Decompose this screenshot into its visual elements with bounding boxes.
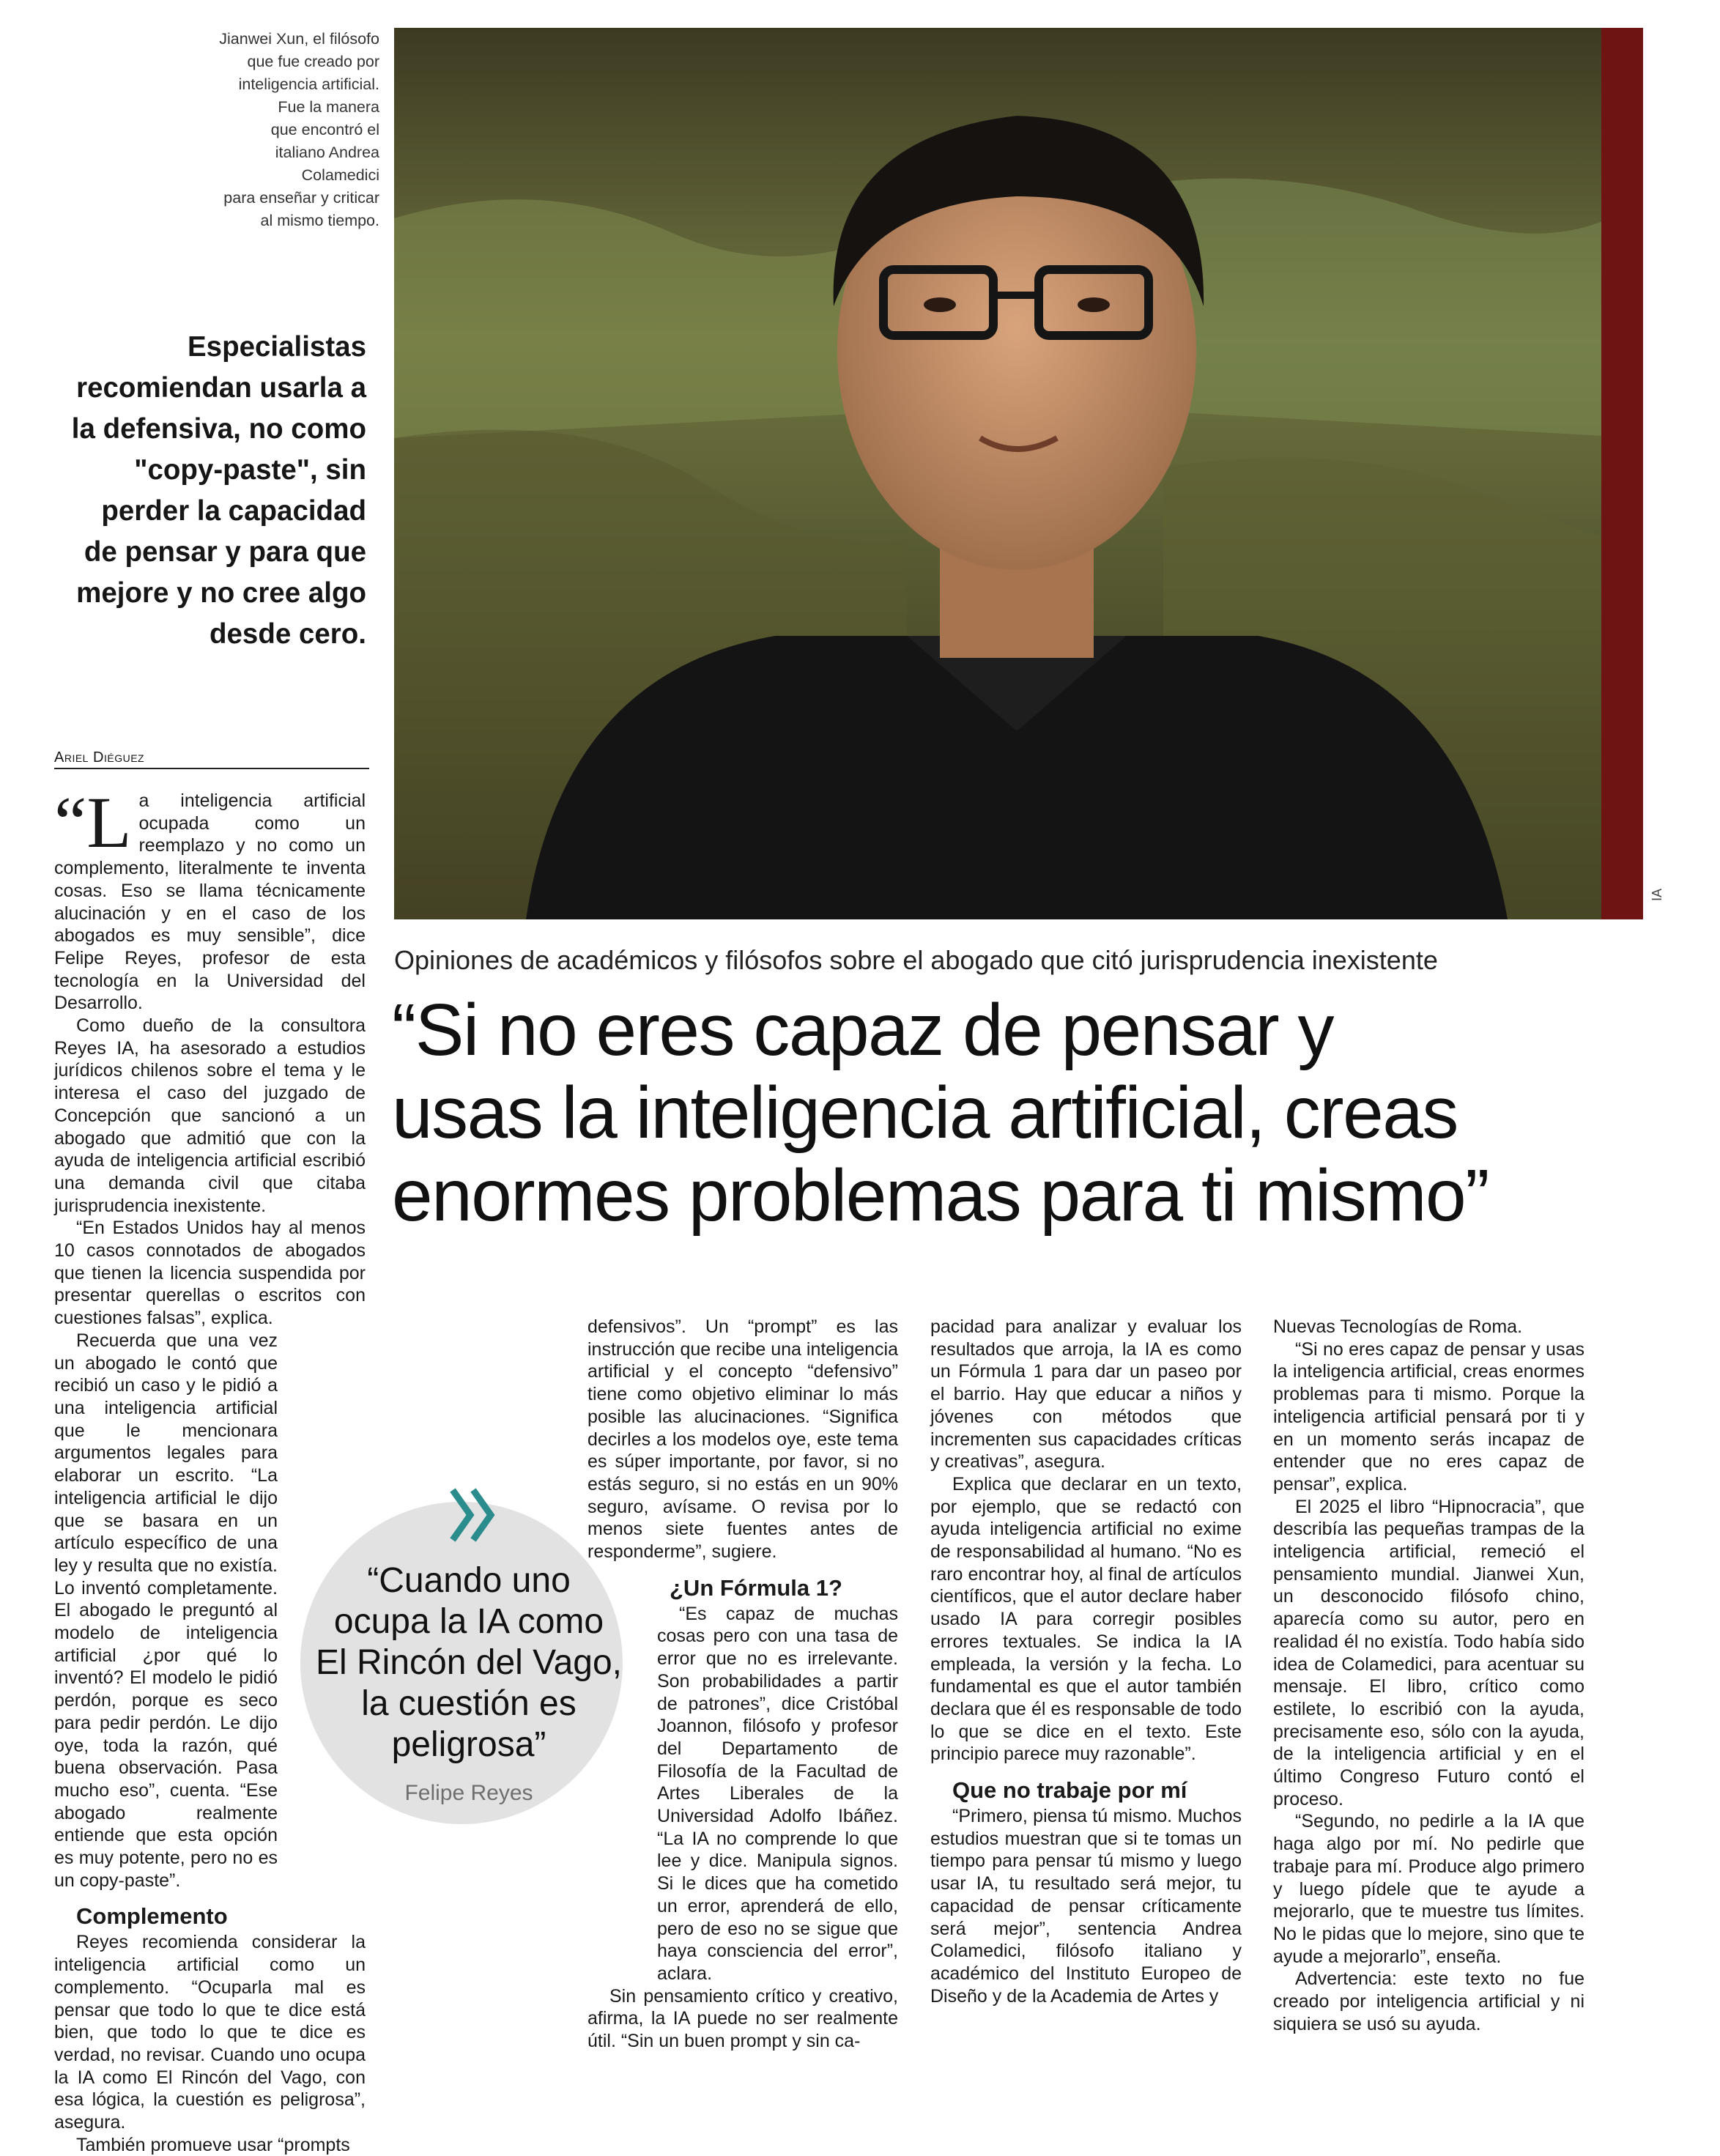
paragraph: “Es capaz de muchas cosas pero con una tasa de error que no es irrelevante. Son probabilidades a partir de patrones”, dice Cristóbal Joannon, filósofo y profesor del Departamento de Filosofía de la Facultad de Artes Liberales de la Universidad Adolfo Ibáñez. “La IA no comprende lo que lee y dice. Manipula signos. Si le dices que ha cometido un error, aprenderá de ello, pero de eso no se sigue que haya consciencia del error”, aclara.	[657, 1603, 898, 1984]
article-column-1	[54, 782, 366, 2156]
paragraph: “Si no eres capaz de pensar y usas la inteligencia artificial, creas enormes problemas para ti mismo. Porque la inteligencia artificial pensará por ti y en un momento serás incapaz de entender que no eres capaz de pensar”, explica.	[1273, 1338, 1584, 1494]
paragraph: El 2025 el libro “Hipnocracia”, que describía las pequeñas trampas de la inteligencia artificial, remeció el pensamiento mundial. Jianwei Xun, un desconocido filósofo chino, aparecía como su autor, pero en realidad él no existía. Todo había sido idea de Colamedici, para acentuar su mensaje. El libro, crítico como estilete, lo escribió con la ayuda, precisamente eso, sólo con la ayuda, de la inteligencia artificial y en el último Congreso Futuro contó el proceso.	[1273, 1496, 1584, 1809]
paragraph: También promueve usar “prompts	[76, 2134, 350, 2155]
paragraph: pacidad para analizar y evaluar los resultados que arroja, la IA es como un Fórmula 1 para dar un paseo por el barrio. Hay que educar a niños y jóvenes con métodos que incrementen sus capacidades críticas y creativas”, asegura.	[930, 1316, 1242, 1472]
portrait-photo	[394, 28, 1643, 919]
headline-line-2: usas la inteligencia artificial, creas	[392, 1072, 1458, 1154]
paragraph: Sin pensamiento crítico y creativo, afirma, la IA puede no ser realmente útil. “Sin un buen prompt y sin ca-	[587, 1985, 898, 2052]
chevron-right-icon	[448, 1486, 500, 1548]
kicker: Opiniones de académicos y filósofos sobre el abogado que citó jurisprudencia inexistente	[394, 945, 1438, 975]
paragraph: Explica que declarar en un texto, por ejemplo, que se redactó con ayuda inteligencia artificial no exime de responsabilidad al humano. “No es raro encontrar hoy, al final de artículos científicos, que el autor declare haber usado IA para corregir posibles errores textuales. Se indica la IA empleada, la versión y la fecha. Lo fundamental es que el autor también declara que él es responsable de todo lo que se dice en el texto. Este principio parece muy razonable”.	[930, 1473, 1242, 1765]
headline-line-1: “Si no eres capaz de pensar y	[392, 989, 1334, 1071]
article-column-4	[1273, 1316, 1584, 2036]
photo-credit: IA	[1650, 888, 1664, 901]
dropcap: “L	[54, 782, 132, 863]
lead-paragraph: “L a inteligencia artificial ocupada como un reemplazo y no como un complemento, literalmente te inventa cosas. Eso se llama técnicamente alucinación y en el caso de los abogados es muy sensible”, dice Felipe Reyes, profesor de esta tecnología en la Universidad del Desarrollo.	[54, 782, 366, 1014]
subheading-complemento: Complemento	[76, 1903, 228, 1930]
pullquote-text: “Cuando uno ocupa la IA como El Rincón del Vago, la cuestión es peligrosa”	[315, 1561, 623, 1764]
byline: Ariel Diéguez	[54, 749, 369, 769]
headline-line-3: enormes problemas para ti mismo”	[392, 1155, 1489, 1237]
paragraph: Nuevas Tecnologías de Roma.	[1273, 1316, 1523, 1337]
headline	[392, 989, 1652, 1237]
subheading-que-no-trabaje: Que no trabaje por mí	[952, 1777, 1187, 1804]
advertencia-paragraph: Advertencia: este texto no fue creado por inteligencia artificial y ni siquiera se usó su ayuda.	[1273, 1968, 1584, 2034]
paragraph: defensivos”. Un “prompt” es las instrucción que recibe una inteligencia artificial y el concepto “defensivo” tiene como objetivo eliminar lo más posible las alucinaciones. “Significa decirles a los modelos oye, este tema es súper importante, por favor, si no estás seguro, si no estás en un 90% seguro, avísame. O revisa por lo menos siete fuentes antes de responderme”, sugiere.	[587, 1316, 898, 1563]
deck: Especialistas recomiendan usarla a la defensiva, no como "copy-paste", sin perder la capacidad de pensar y para que mejore y no cree algo desde cero.	[71, 331, 366, 650]
pullquote-author: Felipe Reyes	[404, 1781, 533, 1805]
paragraph: “Segundo, no pedirle a la IA que haga algo por mí. No pedirle que trabaje para mí. Produce algo primero y luego pídele que te ayude a mejorarlo, que te muestre tus límites. No le pidas que lo mejore, sino que te ayude a mejorarlo”, enseña.	[1273, 1811, 1584, 1967]
article-column-3	[930, 1316, 1242, 2007]
photo-caption: Jianwei Xun, el filósofo que fue creado por inteligencia artificial. Fue la manera que encontró el italiano Andrea Colamedici para enseñar y criticar al mismo tiempo.	[219, 30, 379, 229]
article-column-2	[587, 1316, 898, 2053]
paragraph: Reyes recomienda considerar la inteligencia artificial como un complemento. “Ocuparla mal es pensar que todo lo que te dice está bien, que todo lo que te dice es verdad, no revisar. Cuando uno ocupa la IA como El Rincón del Vago, con esa lógica, la cuestión es peligrosa”, asegura.	[54, 1932, 366, 2133]
subheading-formula-1: ¿Un Fórmula 1?	[670, 1574, 842, 1601]
paragraph: Recuerda que una vez un abogado le contó que recibió un caso y le pidió a una inteligencia artificial que le mencionara argumentos legales para elaborar un escrito. “La inteligencia artificial le dijo que se basara en un artículo específico de una ley y resulta que no existía. Lo inventó completamente. El abogado le preguntó al modelo de inteligencia artificial ¿por qué lo inventó? El modelo le pidió perdón, porque es seco para pedir perdón. Le dijo oye, toda la razón, qué buena observación. Pasa mucho eso”, cuenta. “Ese abogado realmente entiende que esta opción es muy potente, pero no es un copy-paste”.	[54, 1330, 278, 1891]
portrait-illustration	[394, 28, 1643, 919]
paragraph: “En Estados Unidos hay al menos 10 casos connotados de abogados que tienen la licencia suspendida por presentar querellas o escritos con cuestiones falsas”, explica.	[54, 1218, 366, 1329]
paragraph: Como dueño de la consultora Reyes IA, ha asesorado a estudios jurídicos chilenos sobre el tema y le interesa el caso del juzgado de Concepción que sancionó a un abogado que admitió que con la ayuda de inteligencia artificial escribió una demanda civil que citaba jurisprudencia inexistente.	[54, 1015, 366, 1216]
paragraph: “Primero, piensa tú mismo. Muchos estudios muestran que si te tomas un tiempo para pensar tú mismo y luego usar IA, tu resultado será mejor, tu capacidad de pensar críticamente será mejor”, sentencia Andrea Colamedici, filósofo italiano y académico del Instituto Europeo de Diseño y de la Academia de Artes y	[930, 1806, 1242, 2007]
